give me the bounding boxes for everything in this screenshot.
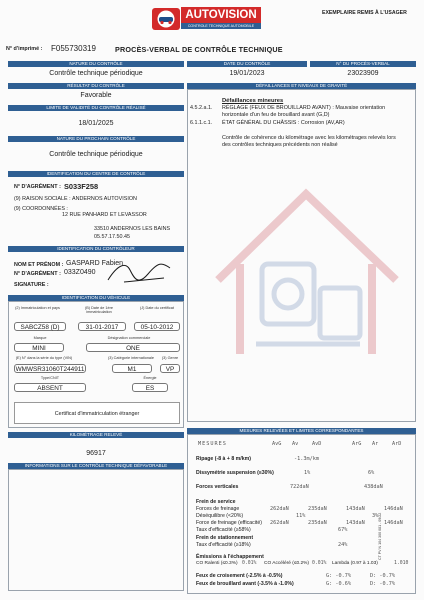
cap-categorie: (3) Catégorie internationale	[107, 356, 154, 360]
vehicle-foreign-cert: Certificat d'immatriculation étranger	[14, 402, 180, 424]
center-agrement: S033F258	[64, 182, 99, 191]
col-ar: Ar	[372, 441, 379, 447]
controller-agrement-label: N° D'AGRÉMENT :	[14, 271, 61, 277]
brand-logo	[152, 8, 180, 30]
defect-code-2: 6.1.1.c.1.	[190, 120, 213, 126]
col-avd: AvD	[312, 441, 322, 447]
dissym-row	[192, 470, 418, 478]
fb-title: Feux de croisement (-2.5% à -0.5%)	[196, 573, 283, 579]
defect-text-1: RÉGLAGE (FEUX DE BROUILLARD AVANT) : Mauvaise orientation horizontale d'un feu de brouillard avant (G,D)	[222, 105, 386, 118]
fs-title: Frein de service	[196, 499, 236, 505]
cap-commercial: Désignation commerciale	[107, 336, 151, 340]
controller-agrement: 033Z0490	[64, 269, 96, 276]
center-address2: 33510 ANDERNOS LES BAINS	[94, 226, 171, 232]
dissym-ar: 6%	[368, 470, 375, 476]
cap-type: Type/CNIT	[40, 376, 60, 380]
dissym-av: 1%	[304, 470, 311, 476]
fs-pedal-ard: 146daN	[384, 520, 403, 526]
date-header: DATE DU CONTRÔLE	[187, 61, 307, 67]
result-header: RÉSULTAT DU CONTRÔLE	[8, 83, 184, 89]
em-lambda-value: 1.010	[394, 561, 409, 566]
fs-taux-value: 67%	[338, 527, 348, 533]
document-title: PROCÈS-VERBAL DE CONTRÔLE TECHNIQUE	[115, 45, 283, 54]
vehicle-marque: MINI	[14, 343, 64, 352]
dissym-label: Dissymétrie suspension (≤30%)	[196, 470, 274, 476]
defects-header: DÉFAILLANCES ET NIVEAUX DE GRAVITÉ	[187, 83, 416, 89]
pv-value: 23023909	[347, 70, 379, 77]
defects-note: Contrôle de cohérence du kilométrage avec les kilométrages relevés lors des contrôles techniques précédents non réalisé	[222, 135, 396, 148]
center-address1: 12 RUE PANHARD ET LEVASSOR	[62, 212, 147, 218]
fs-desequ-av: 11%	[296, 513, 306, 519]
forces-av: 722daN	[290, 484, 309, 490]
controller-name: GASPARD Fabien	[66, 260, 124, 267]
fs-pedal-arg: 143daN	[346, 520, 365, 526]
fba-row	[192, 581, 418, 589]
side-code: CT PV N 104 300 081 - 09/22	[378, 512, 382, 560]
fs-pedal-avg: 262daN	[270, 520, 289, 526]
ripage-label: Ripage (-8 à + 8 m/km)	[196, 456, 251, 462]
vehicle-categorie: M1	[112, 364, 152, 373]
cap-vin: (E) N° dans la série du type (VIN)	[15, 356, 73, 360]
car-emblem-icon	[152, 8, 180, 30]
next-value: Contrôle technique périodique	[49, 151, 143, 158]
fs-desequ-label: Déséquilibre (<20%)	[196, 513, 244, 519]
ripage-value: -1.3m/km	[294, 456, 319, 462]
next-header: NATURE DU PROCHAIN CONTRÔLE	[8, 136, 184, 142]
center-agrement-label: N° D'AGRÉMENT :	[14, 184, 61, 190]
cap-cert-date: (J) Date du certificat	[140, 306, 174, 310]
em-co-value: 0.01%	[242, 561, 257, 566]
pv-header: N° DU PROCÈS-VERBAL	[310, 61, 416, 67]
fst-title: Frein de stationnement	[196, 535, 254, 541]
fs-forces-ard: 146daN	[384, 506, 403, 512]
result-value: Favorable	[80, 92, 112, 99]
fb-row	[192, 573, 418, 581]
fst-taux-value: 24%	[338, 542, 348, 548]
col-avg: AvG	[272, 441, 282, 447]
center-coord-label: (9) COORDONNÉES :	[14, 206, 68, 212]
fst-taux-label: Taux d'efficacité (≥18%)	[196, 542, 251, 548]
center-header: IDENTIFICATION DU CENTRE DE CONTRÔLE	[8, 171, 184, 177]
forces-row	[192, 484, 418, 492]
info-header: INFORMATIONS SUR LE CONTRÔLE TECHNIQUE DÉFAVORABLE	[8, 463, 184, 469]
center-phone: 05.57.17.50.45	[94, 234, 130, 240]
signature-mark	[104, 258, 174, 290]
fs-taux-row	[192, 527, 418, 535]
forces-label: Forces verticales	[196, 484, 239, 490]
limit-value: 18/01/2025	[78, 120, 114, 127]
limit-header: LIMITE DE VALIDITÉ DU CONTRÔLE RÉALISÉ	[8, 105, 184, 111]
fs-taux-label: Taux d'efficacité (≥58%)	[196, 527, 251, 533]
info-panel	[8, 469, 184, 591]
em-coacc-value: 0.01%	[312, 561, 327, 566]
km-header: KILOMÉTRAGE RELEVÉ	[8, 432, 184, 438]
cap-immat: (2) Immatriculation et pays	[15, 306, 60, 310]
fs-pedal-avd: 235daN	[308, 520, 327, 526]
nature-header: NATURE DU CONTRÔLE	[8, 61, 184, 67]
km-value: 96917	[86, 450, 106, 457]
copy-note: EXEMPLAIRE REMIS À L'USAGER	[322, 10, 407, 16]
nature-value: Contrôle technique périodique	[49, 70, 143, 77]
fs-forces-avg: 262daN	[270, 506, 289, 512]
cap-energie: Énergie	[143, 376, 157, 380]
measures-header: MESURES RELEVÉES ET LIMITES CORRESPONDANTES	[187, 428, 416, 434]
fba-d: D: -0.7%	[370, 581, 395, 587]
fs-forces-avd: 235daN	[308, 506, 327, 512]
defect-code-1: 4.5.2.a.1.	[190, 105, 213, 111]
fba-title: Feux de brouillard avant (-3.5% à -1.0%)	[196, 581, 294, 587]
em-co-label: CO Ralenti (≤0.3%)	[196, 561, 238, 566]
em-coacc-label: CO Accéléré (≤0.2%)	[264, 561, 310, 566]
cap-first-date: (B) Date de 1ère immatriculation	[84, 306, 114, 314]
cap-genre: (3) Genre	[161, 356, 179, 360]
cap-marque: Marque	[33, 336, 47, 340]
forces-ar: 438daN	[364, 484, 383, 490]
col-mesures: MESURES	[198, 441, 227, 447]
impression-label: N° d'imprimé :	[6, 46, 43, 52]
vehicle-genre: VP	[160, 364, 180, 373]
vehicle-header: IDENTIFICATION DU VÉHICULE	[8, 295, 184, 301]
ripage-row	[192, 456, 418, 464]
em-lambda-label: Lambda (0.97 à 1.03)	[332, 561, 378, 566]
fb-g: G: -0.7%	[326, 573, 351, 579]
fba-g: G: -0.6%	[326, 581, 351, 587]
em-title: Émissions à l'échappement	[196, 554, 264, 560]
fs-forces-arg: 143daN	[346, 506, 365, 512]
col-av: Av	[292, 441, 299, 447]
date-value: 19/01/2023	[229, 70, 265, 77]
fs-pedal-label: Force de freinage (efficacité)	[196, 520, 262, 526]
fs-desequ-ar: 3%	[372, 513, 379, 519]
vehicle-type: ABSENT	[14, 383, 86, 392]
vehicle-cert-date: 05-10-2012	[134, 322, 180, 331]
fs-forces-label: Forces de freinage	[196, 506, 240, 512]
defects-title: Défaillances mineures	[222, 98, 284, 104]
controller-name-label: NOM ET PRÉNOM :	[14, 262, 64, 268]
center-raison: ANDERNOS AUTOVISION	[72, 196, 137, 202]
vehicle-immat: SABCZ58 (D)	[14, 322, 66, 331]
impression-number: F055730319	[51, 44, 96, 53]
vehicle-energie: ES	[132, 383, 168, 392]
vehicle-vin: WMWSR31060T244911	[15, 366, 85, 373]
vehicle-commercial: ONE	[86, 343, 180, 352]
fst-taux-row	[192, 542, 418, 550]
brand-tagline: CONTROLE TECHNIQUE AUTOMOBILE	[181, 23, 261, 29]
brand-name: AUTOVISION	[181, 7, 261, 23]
measures-columns	[192, 441, 418, 449]
signature-label: SIGNATURE :	[14, 282, 49, 288]
defect-text-2: ÉTAT GÉNÉRAL DU CHÂSSIS : Corrosion (AV,AR)	[222, 120, 345, 126]
vehicle-first-date: 31-01-2017	[78, 322, 126, 331]
fb-d: D: -0.7%	[370, 573, 395, 579]
col-arg: ArG	[352, 441, 362, 447]
center-raison-label: (9) RAISON SOCIALE :	[14, 196, 71, 202]
watermark-icon	[200, 168, 412, 368]
em-row	[192, 561, 418, 569]
col-ard: ArD	[392, 441, 402, 447]
controller-header: IDENTIFICATION DU CONTRÔLEUR	[8, 246, 184, 252]
